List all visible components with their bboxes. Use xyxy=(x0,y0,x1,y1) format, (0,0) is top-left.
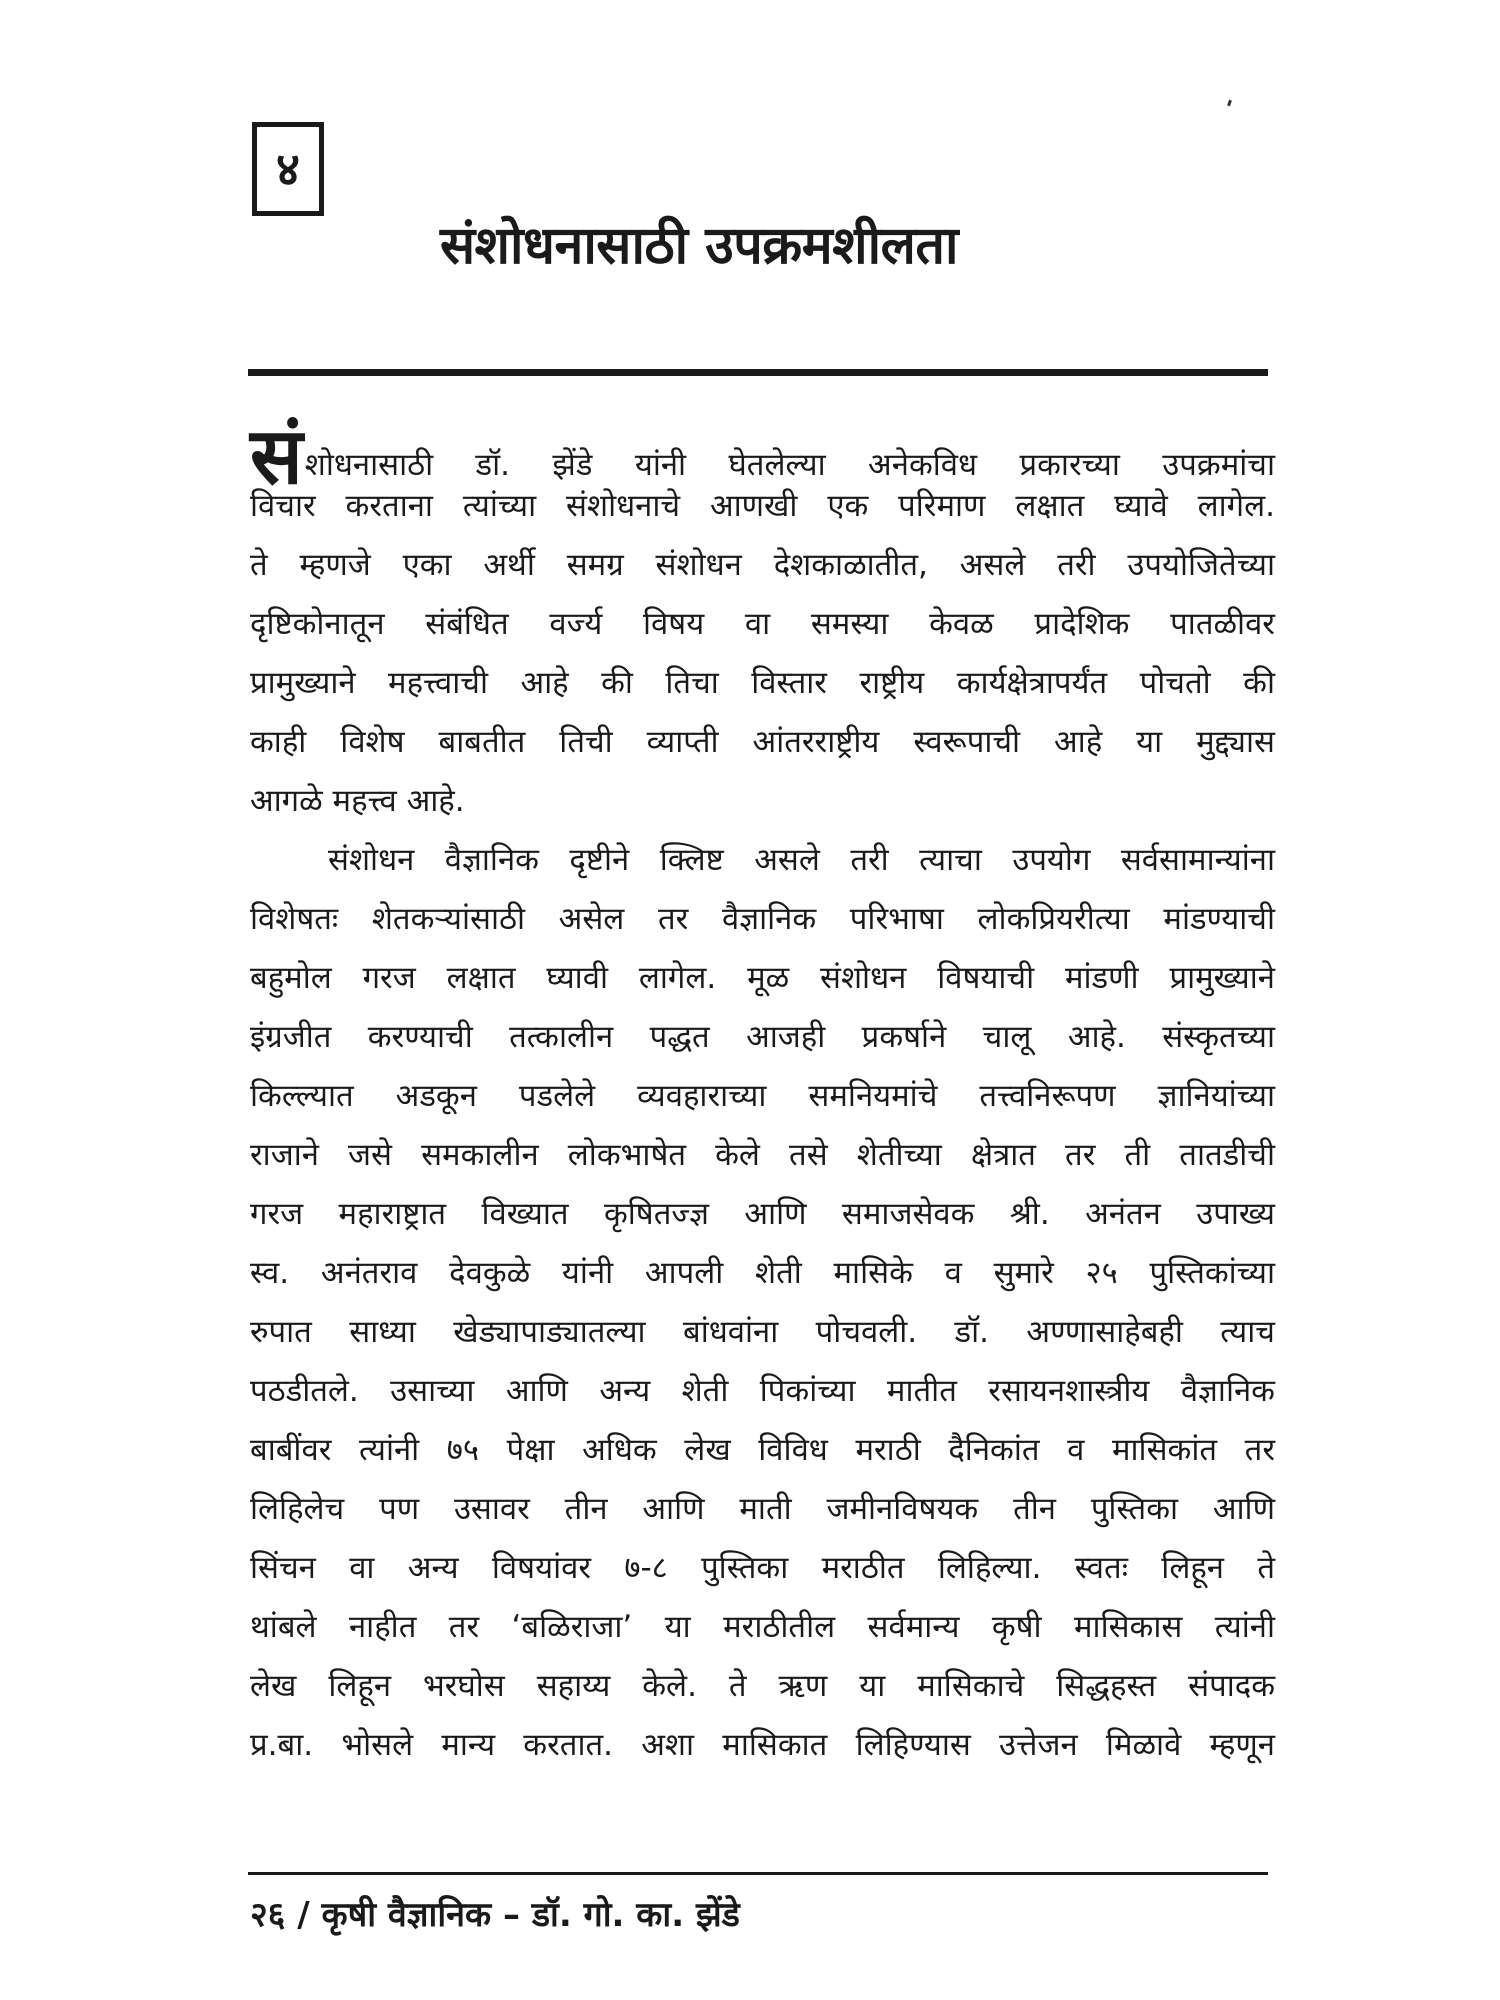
text-line: थांबले नाहीत तर ‘बळिराजा’ या मराठीतील सर्वमान्य कृषी मासिकास त्यांनी xyxy=(250,1609,1275,1645)
body-text xyxy=(250,412,1276,1775)
page-footer: २६ / कृषी वैज्ञानिक – डॉ. गो. का. झेंडे xyxy=(250,1895,740,1935)
drop-cap: सं xyxy=(250,412,303,502)
text-line: काही विशेष बाबतीत तिची व्याप्ती आंतरराष्ट्रीय स्वरूपाची आहे या मुद्द्यास xyxy=(250,724,1275,760)
text-line: दृष्टिकोनातून संबंधित वर्ज्य विषय वा समस्या केवळ प्रादेशिक पातळीवर xyxy=(250,606,1275,642)
text-line: गरज महाराष्ट्रात विख्यात कृषितज्ज्ञ आणि समाजसेवक श्री. अनंतन उपाख्य xyxy=(250,1196,1275,1232)
text-line: रुपात साध्या खेड्यापाड्यातल्या बांधवांना पोचवली. डॉ. अण्णासाहेबही त्याच xyxy=(250,1314,1275,1350)
chapter-number-box xyxy=(252,122,324,216)
text-line: इंग्रजीत करण्याची तत्कालीन पद्धत आजही प्रकर्षाने चालू आहे. संस्कृतच्या xyxy=(250,1019,1275,1055)
chapter-title: संशोधनासाठी उपक्रमशीलता xyxy=(440,216,958,276)
text-line: प्रामुख्याने महत्त्वाची आहे की तिचा विस्तार राष्ट्रीय कार्यक्षेत्रापर्यंत पोचतो की xyxy=(250,665,1275,701)
text-line: प्र.बा. भोसले मान्य करतात. अशा मासिकात लिहिण्यास उत्तेजन मिळावे म्हणून xyxy=(250,1727,1275,1763)
text-line: विचार करताना त्यांच्या संशोधनाचे आणखी एक परिमाण लक्षात घ्यावे लागेल. xyxy=(250,488,1275,524)
text-line: संशोधनासाठी डॉ. झेंडे यांनी घेतलेल्या अनेकविध प्रकारच्या उपक्रमांचा xyxy=(250,412,1275,502)
text-line: बाबींवर त्यांनी ७५ पेक्षा अधिक लेख विविध मराठी दैनिकांत व मासिकांत तर xyxy=(250,1432,1275,1468)
footer-divider xyxy=(248,1872,1268,1875)
text-line: पठडीतले. उसाच्या आणि अन्य शेती पिकांच्या मातीत रसायनशास्त्रीय वैज्ञानिक xyxy=(250,1373,1275,1409)
text-line: बहुमोल गरज लक्षात घ्यावी लागेल. मूळ संशोधन विषयाची मांडणी प्रामुख्याने xyxy=(250,960,1275,996)
text-line: विशेषतः शेतकऱ्यांसाठी असेल तर वैज्ञानिक परिभाषा लोकप्रियरीत्या मांडण्याची xyxy=(250,901,1275,937)
text-line: लिहिलेच पण उसावर तीन आणि माती जमीनविषयक तीन पुस्तिका आणि xyxy=(250,1491,1275,1527)
text-line: ते म्हणजे एका अर्थी समग्र संशोधन देशकाळातीत, असले तरी उपयोजितेच्या xyxy=(250,547,1275,583)
text-line: राजाने जसे समकालीन लोकभाषेत केले तसे शेतीच्या क्षेत्रात तर ती तातडीची xyxy=(250,1137,1275,1173)
text-line: स्व. अनंतराव देवकुळे यांनी आपली शेती मासिके व सुमारे २५ पुस्तिकांच्या xyxy=(250,1255,1275,1291)
text-line: लेख लिहून भरघोस सहाय्य केले. ते ऋण या मासिकाचे सिद्धहस्त संपादक xyxy=(250,1668,1276,1704)
scan-speck xyxy=(1227,100,1232,107)
chapter-number: ४ xyxy=(276,142,300,196)
text-line: संशोधन वैज्ञानिक दृष्टीने क्लिष्ट असले तरी त्याचा उपयोग सर्वसामान्यांना xyxy=(328,842,1275,878)
text-line: किल्ल्यात अडकून पडलेले व्यवहाराच्या समनियमांचे तत्त्वनिरूपण ज्ञानियांच्या xyxy=(250,1078,1275,1114)
text-line: सिंचन वा अन्य विषयांवर ७-८ पुस्तिका मराठीत लिहिल्या. स्वतः लिहून ते xyxy=(250,1550,1275,1586)
title-divider xyxy=(248,369,1268,376)
text-line: आगळे महत्त्व आहे. xyxy=(250,783,465,819)
